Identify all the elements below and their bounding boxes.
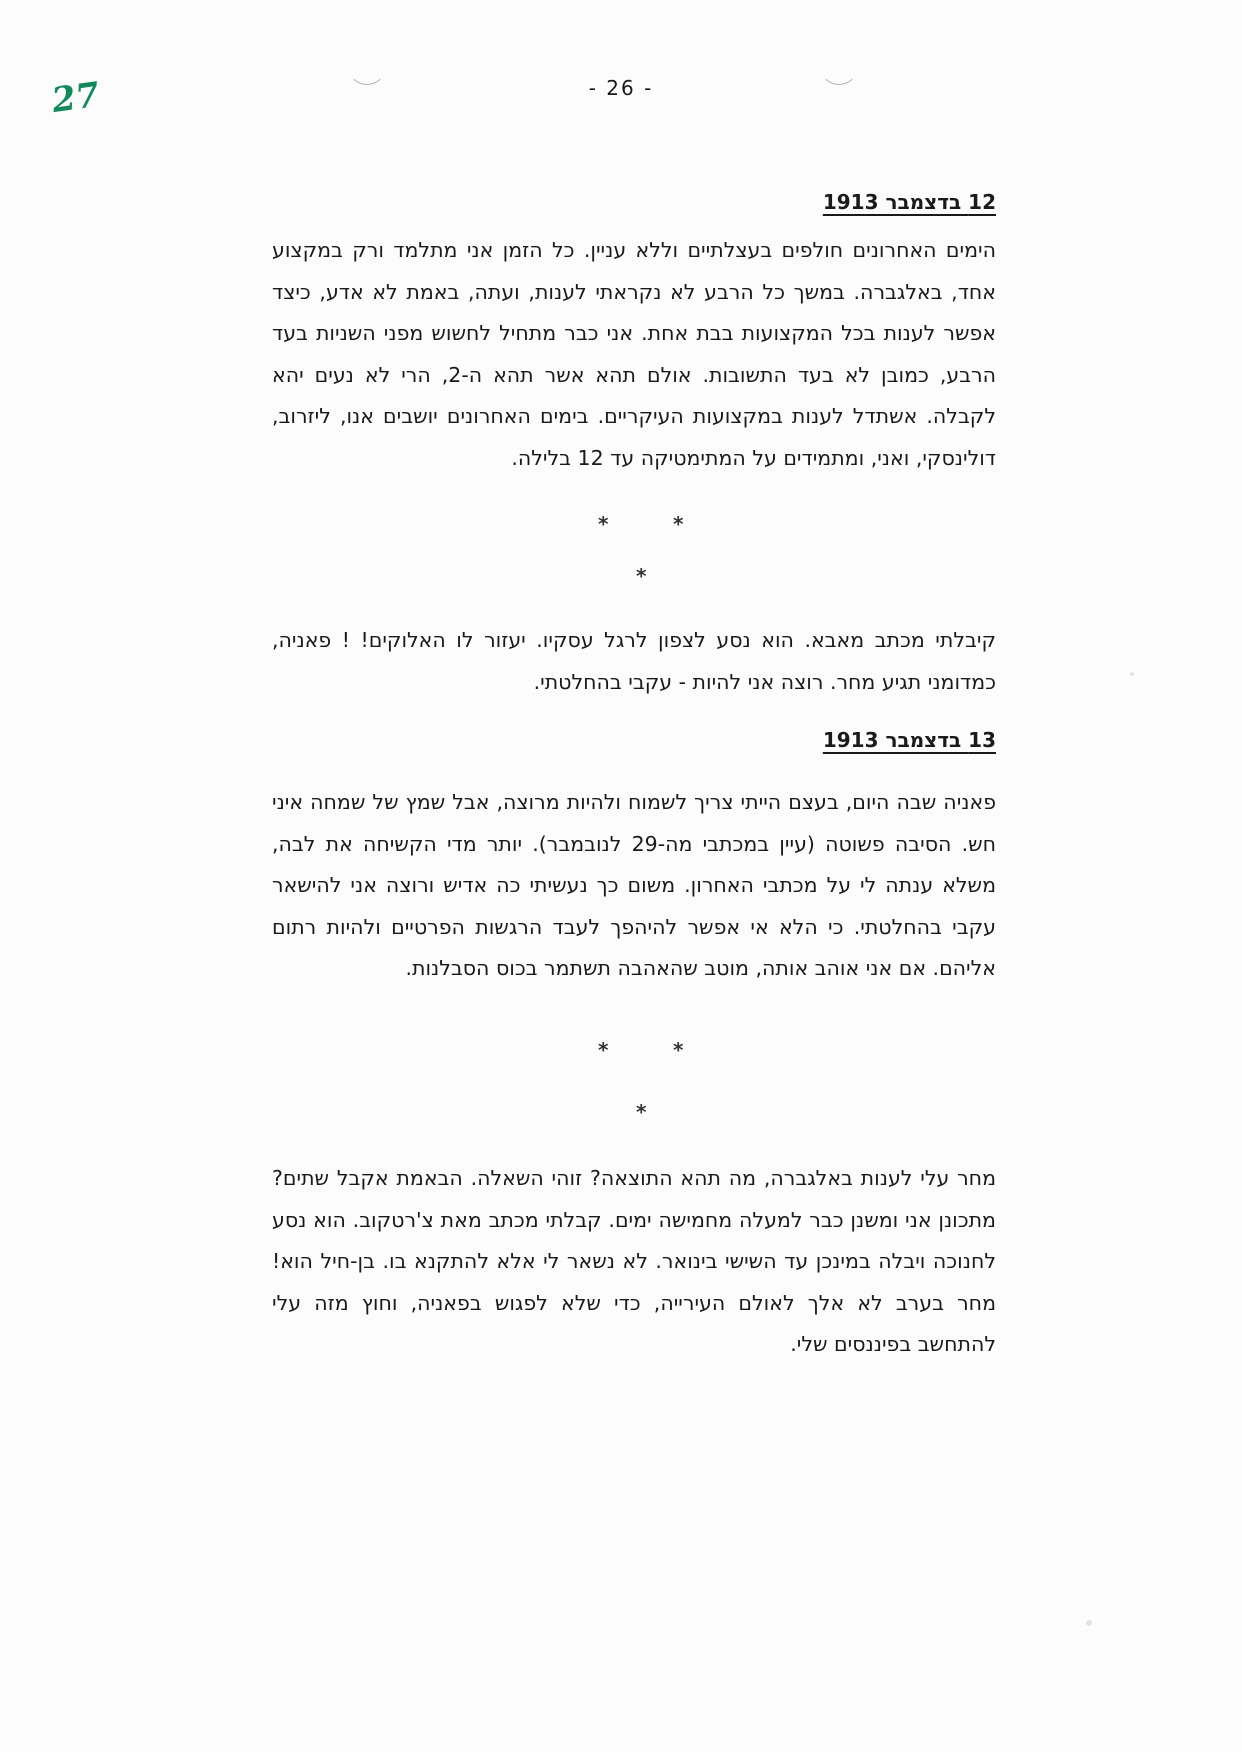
separator-asterisk: * [673,1038,684,1062]
separator-asterisk: * [636,564,647,588]
paper-speck [1086,1620,1092,1626]
entry-paragraph: מחר עלי לענות באלגברה, מה תהא התוצאה? זוהי השאלה. הבאמת אקבל שתים? מתכונן אני ומשנן כבר למעלה מחמישה ימים. קבלתי מכתב מאת צ'רטקוב. הוא נסע לחנוכה ויבלה במינכן עד השישי בינואר. לא נשאר לי אלא להתקנא בו. בן-חיל הוא! מחר בערב לא אלך לאולם העירייה, כדי שלא לפגוש בפאניה, וחוץ מזה עלי להתחשב בפיננסים שלי. [272,1166,996,1356]
separator-asterisk: * [636,1100,647,1124]
entry-date-heading: 12 בדצמבר 1913 [822,190,996,214]
handwritten-page-number: 27 [49,74,102,122]
entry-paragraph: הימים האחרונים חולפים בעצלתיים וללא עניין. כל הזמן אני מתלמד ורק במקצוע אחד, באלגברה. במשך כל הרבע לא נקראתי לענות, ועתה, באמת לא אדע, כיצד אפשר לענות בכל המקצועות בבת אחת. אני כבר מתחיל לחשוש מפני השניות בעד הרבע, כמובן לא בעד התשובות. אולם תהא אשר תהא ה-2, הרי לא נעים יהא לקבלה. אשתדל לענות במקצועות העיקריים. בימים האחרונים יושבים אנו, ליזרוב, דולינסקי, ואני, ומתמידים על המתימטיקה עד 12 בלילה. [272,238,996,470]
page-number: - 26 - [588,76,654,100]
entry-paragraph: פאניה שבה היום, בעצם הייתי צריך לשמוח ולהיות מרוצה, אבל שמץ של שמחה איני חש. הסיבה פשוטה (עיין במכתבי מה-29 לנובמבר). יותר מדי הקשיחה את לבה, משלא ענתה לי על מכתבי האחרון. משום כך נעשיתי כה אדיש ורוצה אני להישאר עקבי בהחלטתי. כי הלא אי אפשר להיהפך לעבד הרגשות הפרטיים ולהיות רתום אליהם. אם אני אוהב אותה, מוטב שהאהבה תשתמר בכוס הסבלנות. [272,790,997,980]
separator-asterisk: * [598,1038,609,1062]
separator-asterisk: * [598,512,609,536]
paper-speck [1130,672,1134,676]
entry-date-heading: 13 בדצמבר 1913 [822,728,996,752]
separator-asterisk: * [673,512,684,536]
entry-paragraph: קיבלתי מכתב מאבא. הוא נסע לצפון לרגל עסקיו. יעזור לו האלוקים! ! פאניה, כמדומני תגיע מחר. רוצה אני להיות - עקבי בהחלטתי. [272,628,996,694]
